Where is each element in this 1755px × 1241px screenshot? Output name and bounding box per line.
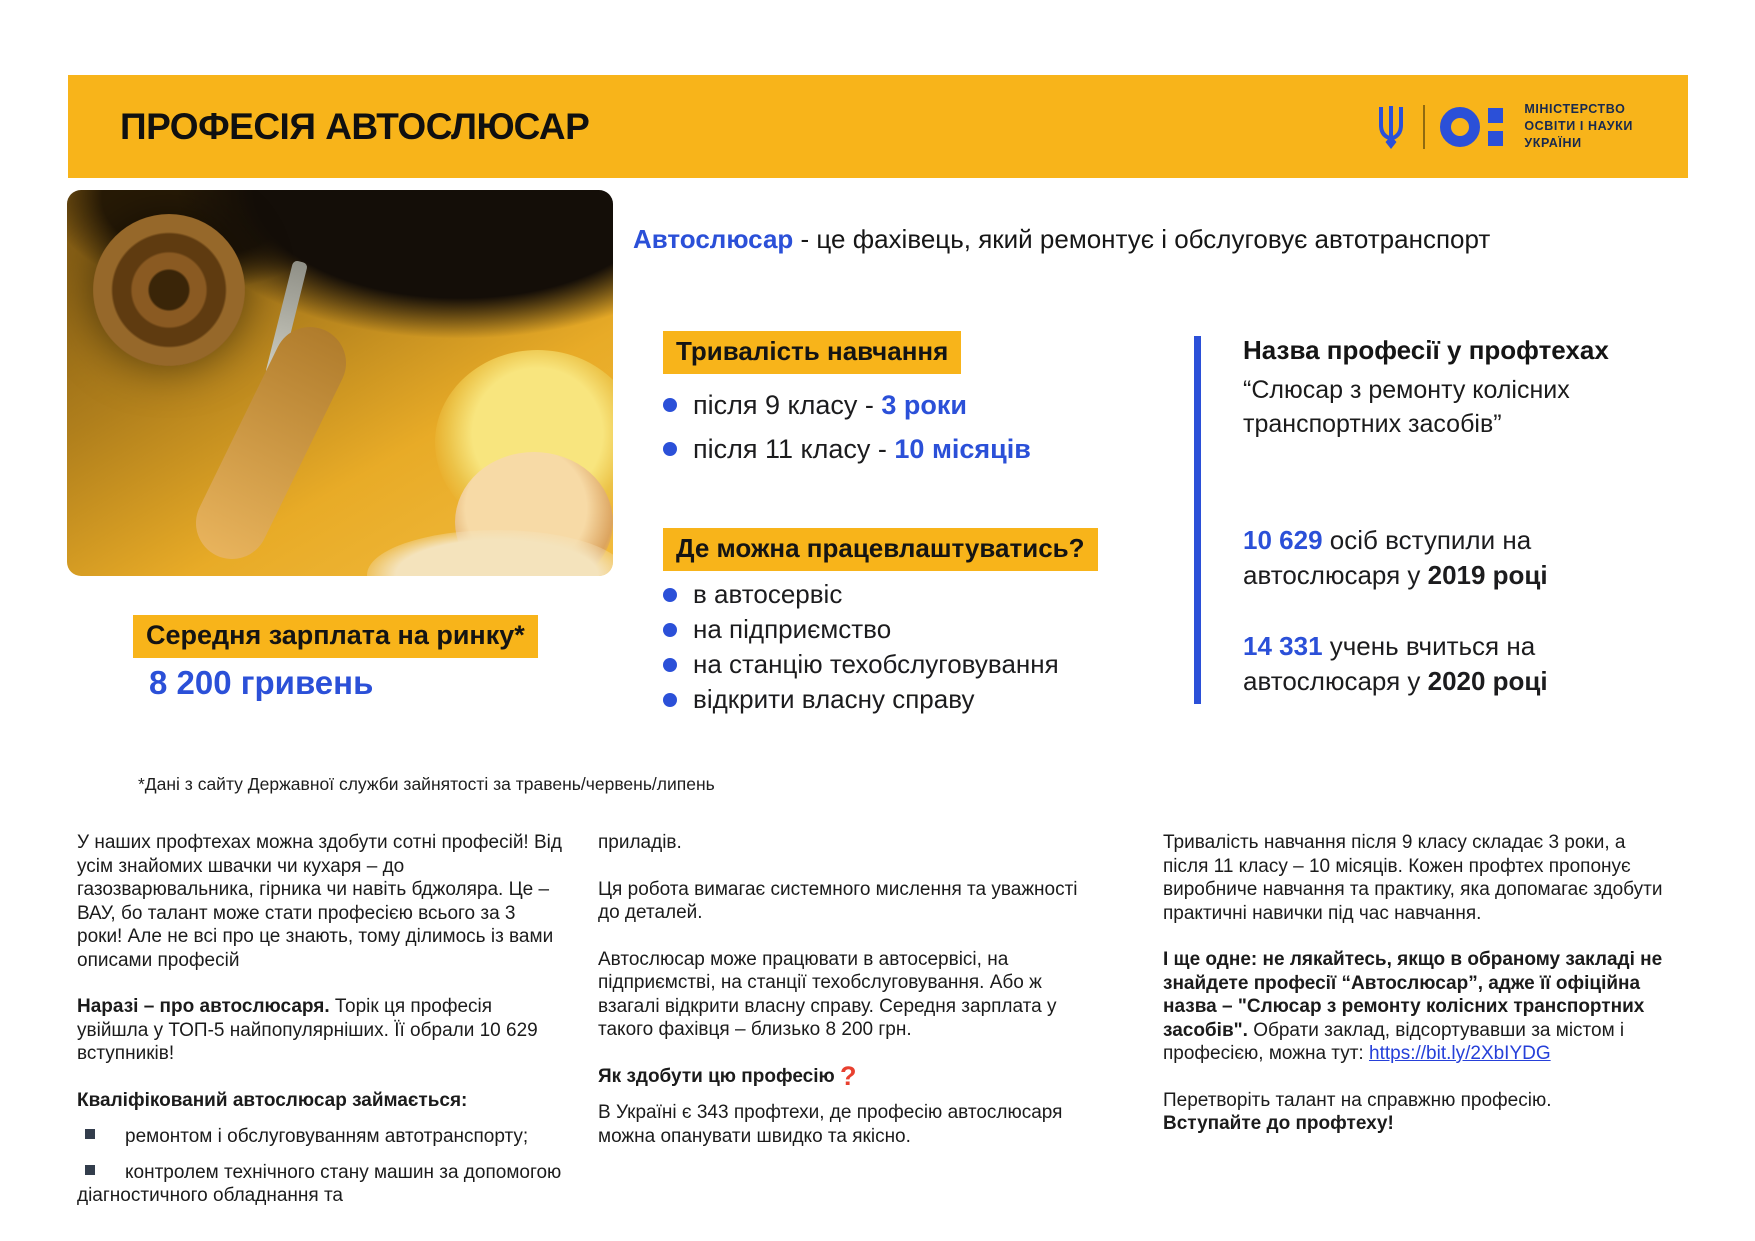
mon-o-logo-icon [1440, 107, 1503, 147]
col3-cta-bold: Вступайте до профтеху! [1163, 1113, 1394, 1134]
employment-item [663, 612, 1059, 647]
bullet-square-icon [85, 1129, 95, 1139]
employment-list [663, 577, 1059, 717]
stat-year: 2019 році [1427, 560, 1548, 590]
stat-number: 10 629 [1243, 525, 1323, 555]
duration-item-9th-grade [663, 383, 1031, 427]
bullet-dot-icon [663, 658, 677, 672]
profession-name-panel [1243, 334, 1675, 699]
definition-text: - це фахівець, який ремонтує і обслуговує автотранспорт [793, 224, 1491, 254]
col1-duties-heading: Кваліфікований автослюсар займається: [77, 1089, 468, 1111]
employment-item-text: на станцію техобслуговування [693, 649, 1059, 679]
bullet-dot-icon [663, 693, 677, 707]
page-title: ПРОФЕСІЯ АВТОСЛЮСАР [120, 105, 590, 147]
col1-paragraph-intro: У наших профтехах можна здобути сотні професій! Від усім знайомих швачки чи кухаря – до газозварювальника, гірника чи навіть бджоляра. Це – ВАУ, бо талант може стати професією всього за 3 роки! Але не всі про це знають, тому ділимось із вами описами професій [77, 832, 562, 971]
logo-ring [1440, 107, 1480, 147]
col1-duty-text: ремонтом і обслуговуванням автотранспорту; [125, 1126, 529, 1147]
col1-duty-text: контролем технічного стану машин за допомогою діагностичного обладнання та [77, 1161, 562, 1206]
employment-item [663, 647, 1059, 682]
definition-line [633, 224, 1633, 255]
accent-vertical-line [1194, 336, 1201, 704]
logo-square-top [1488, 108, 1503, 123]
duration-item-text: після 11 класу - [693, 433, 895, 464]
bullet-square-icon [85, 1165, 95, 1175]
col1-duty-item [77, 1125, 564, 1149]
employment-item [663, 682, 1059, 717]
text-column-1 [77, 831, 564, 1220]
text-column-2 [598, 831, 1096, 1171]
bullet-dot-icon [663, 398, 677, 412]
col1-duty-item [77, 1161, 564, 1208]
duration-label: Тривалість навчання [663, 331, 961, 374]
official-profession-name: “Слюсар з ремонту колісних транспортних засобів” [1243, 376, 1570, 438]
col1-paragraph-about [77, 995, 564, 1066]
col3-paragraph-cta [1163, 1089, 1673, 1136]
text-column-3 [1163, 831, 1673, 1159]
col3-paragraph-official-name [1163, 948, 1673, 1066]
mechanic-photo [67, 190, 613, 576]
bullet-dot-icon [663, 442, 677, 456]
ministry-line-3: УКРАЇНИ [1524, 135, 1582, 150]
duration-item-text: після 9 класу - [693, 389, 882, 420]
stat-number: 14 331 [1243, 631, 1323, 661]
col2-paragraph-schools: В Україні є 343 профтехи, де професію автослюсаря можна опанувати швидко та якісно. [598, 1102, 1063, 1147]
col1-about-rest: Торік ця професія увійшла у ТОП-5 найпопулярніших. Її обрали 10 629 вступників! [77, 996, 538, 1064]
col2-paragraph-workplaces: Автослюсар може працювати в автосервісі, на підприємстві, на станції техобслуговування. Або ж взагалі відкрити власну справу. Середня зарплата у такого фахівця – близько 8 200 грн. [598, 948, 1057, 1040]
col2-paragraph-skills: Ця робота вимагає системного мислення та уважності до деталей. [598, 878, 1078, 923]
col3-cta-text: Перетворіть талант на справжню професію. [1163, 1089, 1552, 1111]
stat-text: учень вчиться на автослюсаря у [1243, 631, 1536, 696]
data-source-footnote: *Дані з сайту Державної служби зайнятості за травень/червень/липень [138, 774, 715, 794]
duration-list [663, 383, 1031, 471]
col3-choose-school-text: Обрати заклад, відсортувавши за містом і професією, можна тут: [1163, 1019, 1625, 1064]
ministry-line-1: МІНІСТЕРСТВО [1524, 102, 1626, 117]
employment-item-text: на підприємство [693, 614, 892, 644]
bullet-dot-icon [663, 588, 677, 602]
col3-paragraph-duration: Тривалість навчання після 9 класу складає 3 роки, а після 11 класу – 10 місяців. Кожен профтех пропонує виробниче навчання та практику, яка допомагає здобути практичні навички під час навчання. [1163, 832, 1663, 924]
col2-how-to-heading [598, 1060, 1096, 1091]
salary-label: Середня зарплата на ринку* [133, 615, 538, 658]
salary-amount: 8 200 гривень [149, 664, 374, 701]
header-bar [68, 75, 1688, 178]
col2-how-to-text: Як здобути цю професію [598, 1065, 841, 1087]
employment-item-text: відкрити власну справу [693, 684, 975, 714]
employment-item [663, 577, 1059, 612]
logo-square-bottom [1488, 131, 1503, 146]
ministry-logo-group [1374, 101, 1633, 152]
stat-2020 [1243, 629, 1675, 699]
duration-item-value: 3 роки [881, 389, 968, 420]
bullet-dot-icon [663, 623, 677, 637]
ministry-name [1524, 101, 1633, 152]
col2-continuation: приладів. [598, 832, 682, 853]
bitly-link[interactable]: https://bit.ly/2XbIYDG [1369, 1043, 1551, 1064]
col1-about-bold: Наразі – про автослюсаря. [77, 996, 330, 1017]
profession-term: Автослюсар [633, 224, 794, 254]
duration-item-11th-grade [663, 427, 1031, 471]
stat-2019 [1243, 523, 1675, 593]
trident-icon [1374, 104, 1408, 150]
logo-divider [1423, 105, 1425, 149]
employment-item-text: в автосервіс [693, 579, 843, 609]
duration-item-value: 10 місяців [894, 433, 1031, 464]
stat-year: 2020 році [1427, 666, 1548, 696]
stat-text: осіб вступили на автослюсаря у [1243, 525, 1532, 590]
logo-colon [1488, 108, 1503, 146]
employment-label: Де можна працевлаштуватись? [663, 528, 1098, 571]
ministry-line-2: ОСВІТИ І НАУКИ [1524, 119, 1633, 134]
profession-name-heading: Назва професії у профтехах [1243, 335, 1609, 365]
col3-official-name-bold: І ще одне: не лякайтесь, якщо в обраному закладі не знайдете професії “Автослюсар”, адже її офіційна назва – "Слюсар з ремонту колісних транспортних засобів". [1163, 949, 1663, 1041]
brake-disc-art [93, 214, 245, 366]
red-question-mark: ? [840, 1060, 857, 1091]
